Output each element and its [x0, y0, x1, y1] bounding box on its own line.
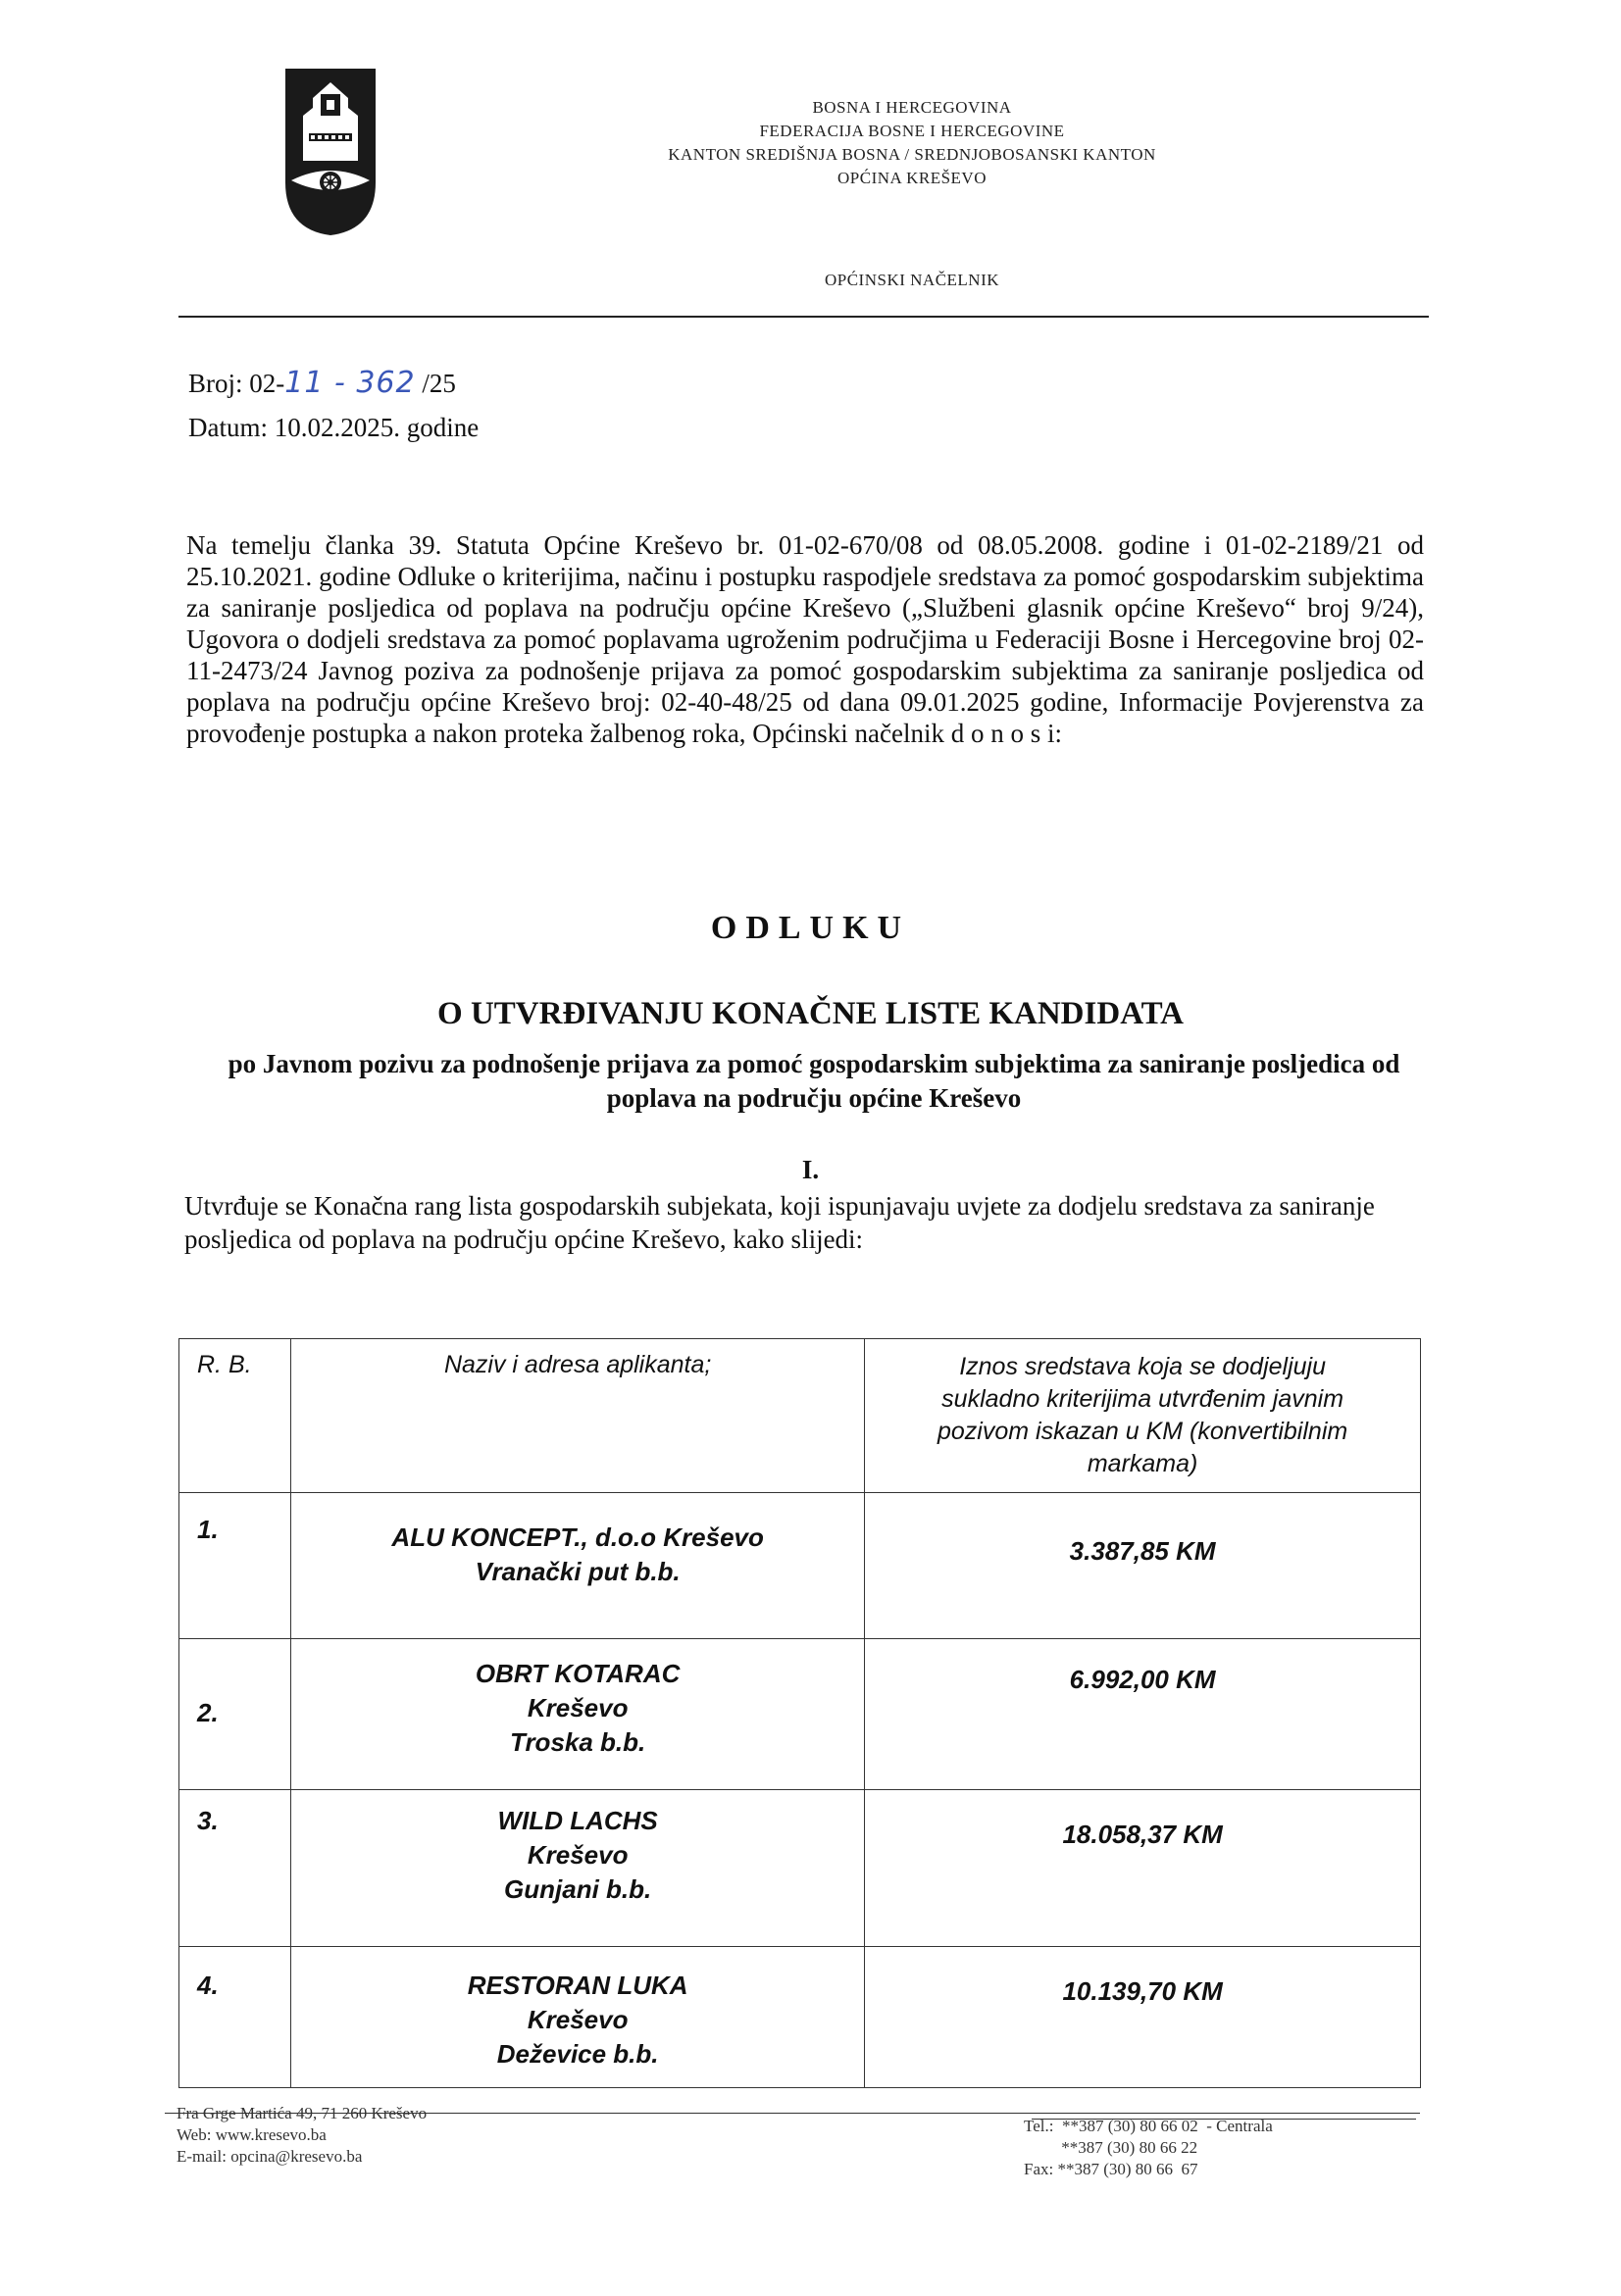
section-numeral: I. — [801, 1155, 820, 1184]
document-number — [188, 366, 456, 400]
row-name — [291, 1639, 865, 1790]
decision-title: ODLUKU — [710, 910, 911, 946]
row-name-line: Kreševo — [527, 2005, 629, 2034]
header-line-federation: FEDERACIJA BOSNE I HERCEGOVINE — [759, 122, 1065, 140]
footer-tel-1: Tel.: **387 (30) 80 66 02 - Centrala — [1024, 2117, 1273, 2135]
document-date: Datum: 10.02.2025. godine — [188, 413, 480, 442]
header-name: Naziv i adresa aplikanta; — [291, 1339, 865, 1493]
row-rb: 2. — [179, 1639, 291, 1790]
row-amount: 6.992,00 KM — [865, 1639, 1421, 1790]
table-row — [179, 1790, 1421, 1947]
footer-web: Web: www.kresevo.ba — [177, 2125, 327, 2144]
row-amount: 18.058,37 KM — [865, 1790, 1421, 1947]
row-name — [291, 1493, 865, 1639]
row-rb: 4. — [179, 1947, 291, 2088]
row-name-line: Deževice b.b. — [496, 2039, 659, 2069]
header-amount-text: Iznos sredstava koja se dodjeljuju sukladno kriterijima utvrđenim javnim pozivom iskazan u KM (konvertibilnim markama) — [937, 1353, 1348, 1477]
row-name-line: OBRT KOTARAC — [475, 1659, 681, 1688]
footer-contact-right — [1024, 2116, 1273, 2180]
row-name-line: RESTORAN LUKA — [467, 1971, 688, 2000]
footer-email: E-mail: opcina@kresevo.ba — [177, 2147, 363, 2166]
row-rb: 1. — [179, 1493, 291, 1639]
header-line-canton: KANTON SREDIŠNJA BOSNA / SREDNJOBOSANSKI KANTON — [668, 145, 1156, 164]
preamble-paragraph: Na temelju članka 39. Statuta Općine Kreševo br. 01-02-670/08 od 08.05.2008. godine i 01-02-2189/21 od 25.10.2021. godine Odluke o kriterijima, načinu i postupku raspodjele sredstava za pomoć gospodarskim subjektima za saniranje posljedica od poplava na području općine Kreševo („Službeni glasnik općine Kreševo“ broj 9/24), Ugovora o dodjeli sredstava za pomoć poplavama ugroženim područjima u Federaciji Bosne i Hercegovine broj 02-11-2473/24 Javnog poziva za podnošenje prijava za pomoć gospodarskim subjektima za saniranje posljedica od poplava na području općine Kreševo broj: 02-40-48/25 od dana 09.01.2025 godine, Informacije Povjerenstva za provođenje postupka a nakon proteka žalbenog roka, Općinski načelnik d o n o s i: — [186, 530, 1424, 748]
row-name-line: Kreševo — [527, 1840, 629, 1870]
broj-handwritten-2: 362 — [356, 366, 416, 400]
row-name-line: Kreševo — [527, 1693, 629, 1722]
table-row — [179, 1639, 1421, 1790]
footer-contact-left — [177, 2103, 427, 2168]
row-name-line: WILD LACHS — [497, 1806, 658, 1835]
table-header-row — [179, 1339, 1421, 1493]
row-name — [291, 1790, 865, 1947]
header-institution — [569, 96, 1255, 190]
section-text: Utvrđuje se Konačna rang lista gospodarskih subjekata, koji ispunjavaju uvjete za dodjelu sredstava za saniranje posljedica od poplava na području općine Kreševo, kako slijedi: — [184, 1191, 1375, 1254]
table-row — [179, 1947, 1421, 2088]
broj-handwritten-dash: - — [324, 366, 357, 400]
row-name-line: Troska b.b. — [510, 1727, 646, 1757]
header-line-country: BOSNA I HERCEGOVINA — [812, 98, 1012, 117]
row-name-line: Vranački put b.b. — [475, 1557, 681, 1586]
row-amount: 3.387,85 KM — [865, 1493, 1421, 1639]
row-name-line: ALU KONCEPT., d.o.o Kreševo — [391, 1522, 764, 1552]
row-name-line: Gunjani b.b. — [504, 1874, 652, 1904]
footer-tel-2: **387 (30) 80 66 22 — [1024, 2138, 1198, 2157]
broj-prefix: Broj: 02- — [188, 369, 285, 398]
table-row — [179, 1493, 1421, 1639]
decision-subtitle-2: po Javnom pozivu za podnošenje prijava za pomoć gospodarskim subjektima za saniranje posljedica od poplava na području općine Kreševo — [228, 1049, 1400, 1113]
broj-handwritten-1: 11 — [284, 366, 325, 400]
row-rb: 3. — [179, 1790, 291, 1947]
decision-subtitle: O UTVRĐIVANJU KONAČNE LISTE KANDIDATA — [437, 996, 1184, 1031]
header-amount — [865, 1339, 1421, 1493]
header-line-municipality: OPĆINA KREŠEVO — [837, 169, 987, 187]
header-office: OPĆINSKI NAČELNIK — [824, 271, 1000, 289]
footer-address: Fra Grge Martića 49, 71 260 Kreševo — [177, 2104, 428, 2122]
row-amount: 10.139,70 KM — [865, 1947, 1421, 2088]
header-rb: R. B. — [179, 1339, 291, 1493]
municipality-crest-icon — [281, 65, 380, 237]
row-name — [291, 1947, 865, 2088]
footer-fax: Fax: **387 (30) 80 66 67 — [1024, 2160, 1198, 2178]
broj-suffix: /25 — [415, 369, 456, 398]
candidates-table — [178, 1338, 1421, 2088]
header-divider — [178, 316, 1429, 318]
